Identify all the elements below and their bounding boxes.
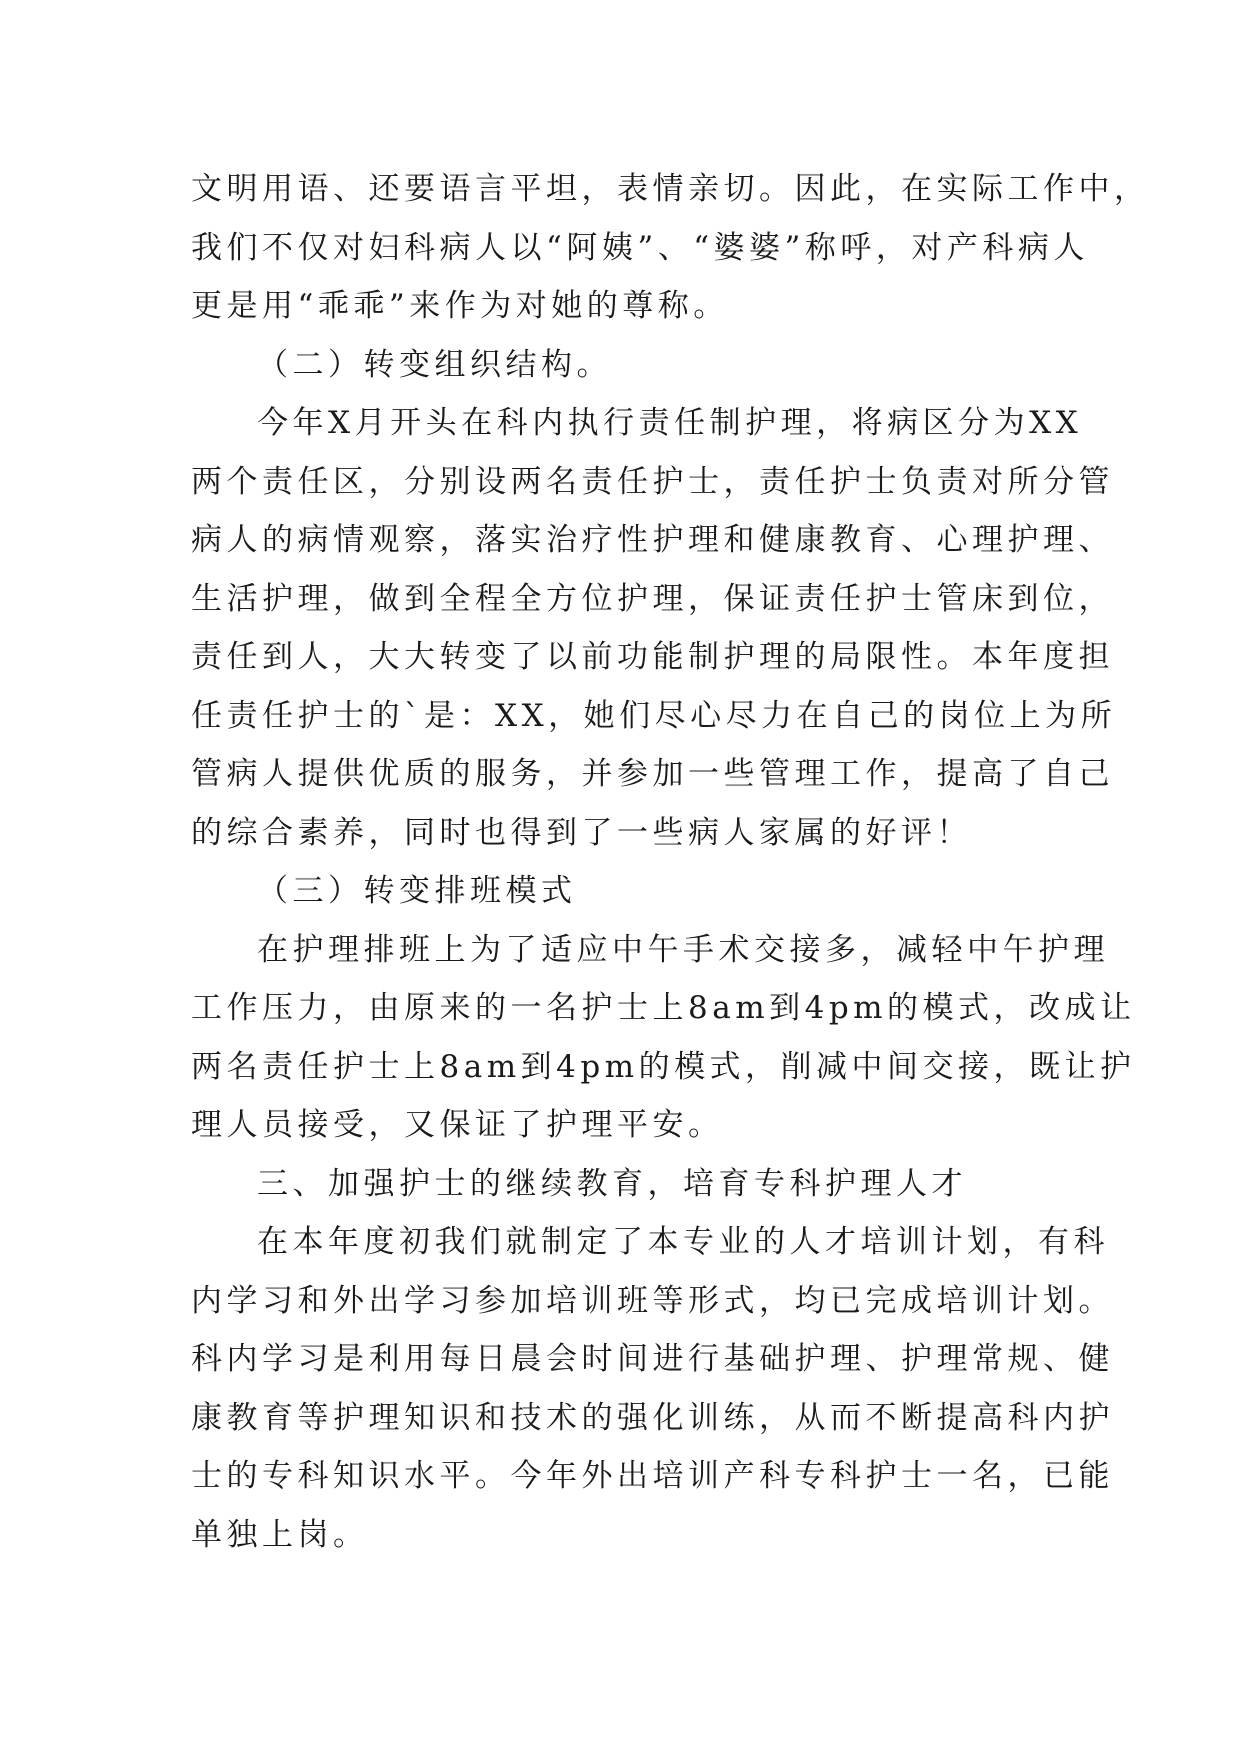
text-line-19: 在本年度初我们就制定了本专业的人才培训计划，有科 [257,1224,1109,1260]
text-line-11: 管病人提供优质的服务，并参加一些管理工作，提高了自己 [191,756,1114,792]
text-line-3: 更是用“乖乖”来作为对她的尊称。 [191,288,729,324]
text-line-23: 士的专科知识水平。今年外出培训产科专科护士一名，已能 [191,1458,1114,1494]
text-line-12: 的综合素养，同时也得到了一些病人家属的好评！ [191,814,972,851]
text-line-9: 责任到人，大大转变了以前功能制护理的局限性。本年度担 [191,639,1114,675]
text-line-1: 文明用语、还要语言平坦，表情亲切。因此，在实际工作中， [191,171,1150,207]
text-line-21: 科内学习是利用每日晨会时间进行基础护理、护理常规、健 [191,1341,1114,1377]
text-line-22: 康教育等护理知识和技术的强化训练，从而不断提高科内护 [191,1399,1114,1436]
chapter-heading-3: 三、加强护士的继续教育，培育专科护理人才 [257,1165,967,1202]
text-line-6: 两个责任区，分别设两名责任护士，责任护士负责对所分管 [191,463,1114,500]
text-line-15: 工作压力，由原来的一名护士上8am到4pm的模式，改成让 [191,990,1136,1026]
text-line-14: 在护理排班上为了适应中午手术交接多，减轻中午护理 [257,931,1109,968]
text-line-8: 生活护理，做到全程全方位护理，保证责任护士管床到位， [191,580,1114,617]
document-body [191,160,1150,1564]
text-line-20: 内学习和外出学习参加培训班等形式，均已完成培训计划。 [191,1282,1114,1319]
text-line-5: 今年X月开头在科内执行责任制护理，将病区分为XX [257,405,1083,441]
section-heading-3: （三）转变排班模式 [257,873,577,909]
text-line-10: 任责任护士的`是：XX，她们尽心尽力在自己的岗位上为所 [191,697,1117,734]
section-heading-2: （二）转变组织结构。 [257,346,612,383]
text-line-16: 两名责任护士上8am到4pm的模式，削减中间交接，既让护 [191,1048,1136,1085]
text-line-2: 我们不仅对妇科病人以“阿姨”、“婆婆”称呼，对产科病人 [191,229,1089,266]
text-line-7: 病人的病情观察，落实治疗性护理和健康教育、心理护理、 [191,522,1114,558]
text-line-17: 理人员接受，又保证了护理平安。 [191,1107,724,1143]
text-line-24: 单独上岗。 [191,1516,369,1553]
